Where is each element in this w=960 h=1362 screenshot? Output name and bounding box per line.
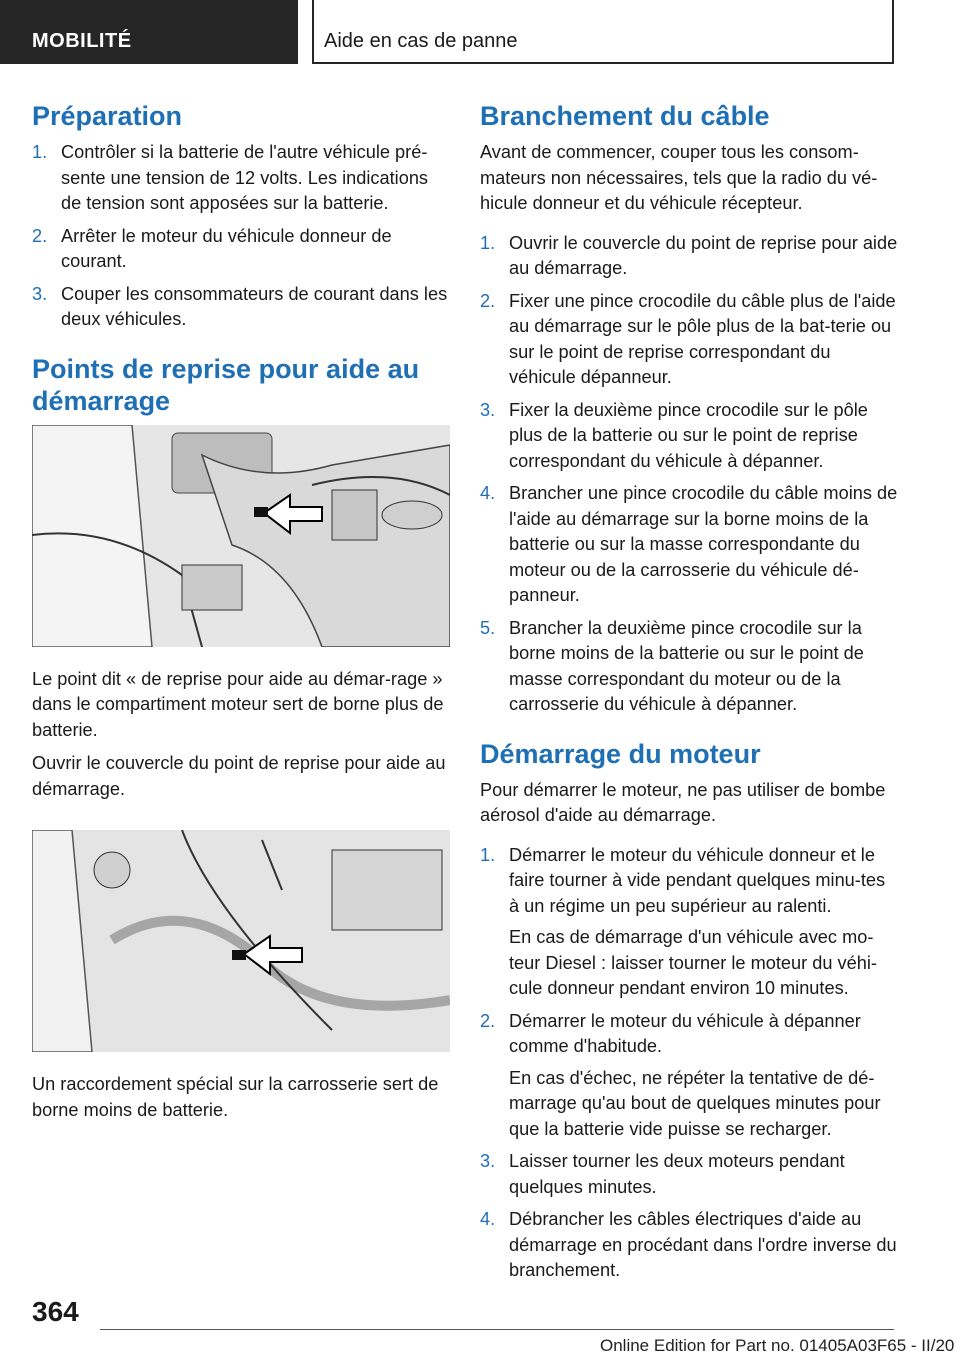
step-note: En cas de démarrage d'un véhicule avec mo-teur Diesel : laisser tourner le moteur du véhi-cule donneur pendant environ 10 minutes. [509, 927, 877, 998]
list-item: 2. Arrêter le moteur du véhicule donneur de courant. [32, 225, 392, 271]
list-item: 3. Couper les consommateurs de courant dans les deux véhicules. [32, 283, 448, 329]
heading-demarrage: Démarrage du moteur [480, 738, 761, 769]
list-item: 1. Contrôler si la batterie de l'autre véhicule pré-sente une tension de 12 volts. Les indications de tension sont apposées sur la batterie. [32, 142, 429, 213]
list-item: 2. Démarrer le moteur du véhicule à dépanner comme d'habitude. En cas d'échec, ne répéter la tentative de dé-marrage qu'au bout de quelques minutes pour que la batterie vide puisse se recharger. [480, 1009, 898, 1143]
list-item: 1. Ouvrir le couvercle du point de reprise pour aide au démarrage. [480, 232, 898, 278]
paragraph: Ouvrir le couvercle du point de reprise pour aide au démarrage. [32, 753, 446, 799]
branchement-steps [480, 231, 898, 718]
list-item: 1. Démarrer le moteur du véhicule donneur et le faire tourner à vide pendant quelques minu-tes à un régime un peu supérieur au ralenti. En cas de démarrage d'un véhicule avec mo-teur Diesel : laisser tourner le moteur du véhi-cule donneur pendant environ 10 minutes. [480, 843, 898, 1002]
heading-points-de-reprise: Points de reprise pour aide au démarrage [32, 353, 420, 416]
list-item: 2. Fixer une pince crocodile du câble plus de l'aide au démarrage sur le pôle plus de la bat-terie ou sur le point de reprise correspondant du véhicule dépanneur. [480, 290, 896, 387]
paragraph: Le point dit « de reprise pour aide au démar-rage » dans le compartiment moteur sert de borne plus de batterie. [32, 668, 444, 740]
list-item: 4. Brancher une pince crocodile du câble moins de l'aide au démarrage sur la borne moins de la batterie ou sur la masse correspondante du moteur ou de la carrosserie du véhicule dé-panneur. [480, 483, 898, 605]
paragraph: Pour démarrer le moteur, ne pas utiliser de bombe aérosol d'aide au démarrage. [480, 779, 886, 825]
paragraph: Avant de commencer, couper tous les consom-mateurs non nécessaires, tels que la radio du vé-hicule donneur et du véhicule récepteur. [480, 142, 878, 213]
engine-bay-minus-terminal-image [32, 830, 450, 1052]
demarrage-steps [480, 843, 898, 1284]
footer-divider [100, 1329, 894, 1330]
list-item: 3. Laisser tourner les deux moteurs pendant quelques minutes. [480, 1151, 845, 1197]
right-column [480, 100, 898, 1298]
list-item: 3. Fixer la deuxième pince crocodile sur le pôle plus de la batterie ou sur le point de reprise correspondant du véhicule à dépanner. [480, 399, 868, 471]
list-item: 4. Débrancher les câbles électriques d'aide au démarrage en procédant dans l'ordre inverse du branchement. [480, 1209, 897, 1280]
list-item: 5. Brancher la deuxième pince crocodile sur la borne moins de la batterie ou sur le point de masse correspondant du moteur ou de la carrosserie du véhicule à dépanner. [480, 617, 864, 714]
step-note: En cas d'échec, ne répéter la tentative de dé-marrage qu'au bout de quelques minutes pour que la batterie vide puisse se recharger. [509, 1067, 881, 1139]
engine-bay-plus-terminal-image [32, 425, 450, 647]
heading-preparation: Préparation [32, 101, 183, 131]
left-column [32, 100, 450, 1131]
footer-edition: Online Edition for Part no. 01405A03F65 - II/20 [600, 1336, 955, 1355]
page-number: 364 [32, 1296, 79, 1327]
paragraph: Un raccordement spécial sur la carrosserie sert de borne moins de batterie. [32, 1074, 439, 1120]
header-section: MOBILITÉ [0, 0, 298, 64]
header-title: Aide en cas de panne [312, 0, 894, 64]
preparation-steps [32, 140, 450, 333]
heading-branchement: Branchement du câble [480, 101, 770, 131]
